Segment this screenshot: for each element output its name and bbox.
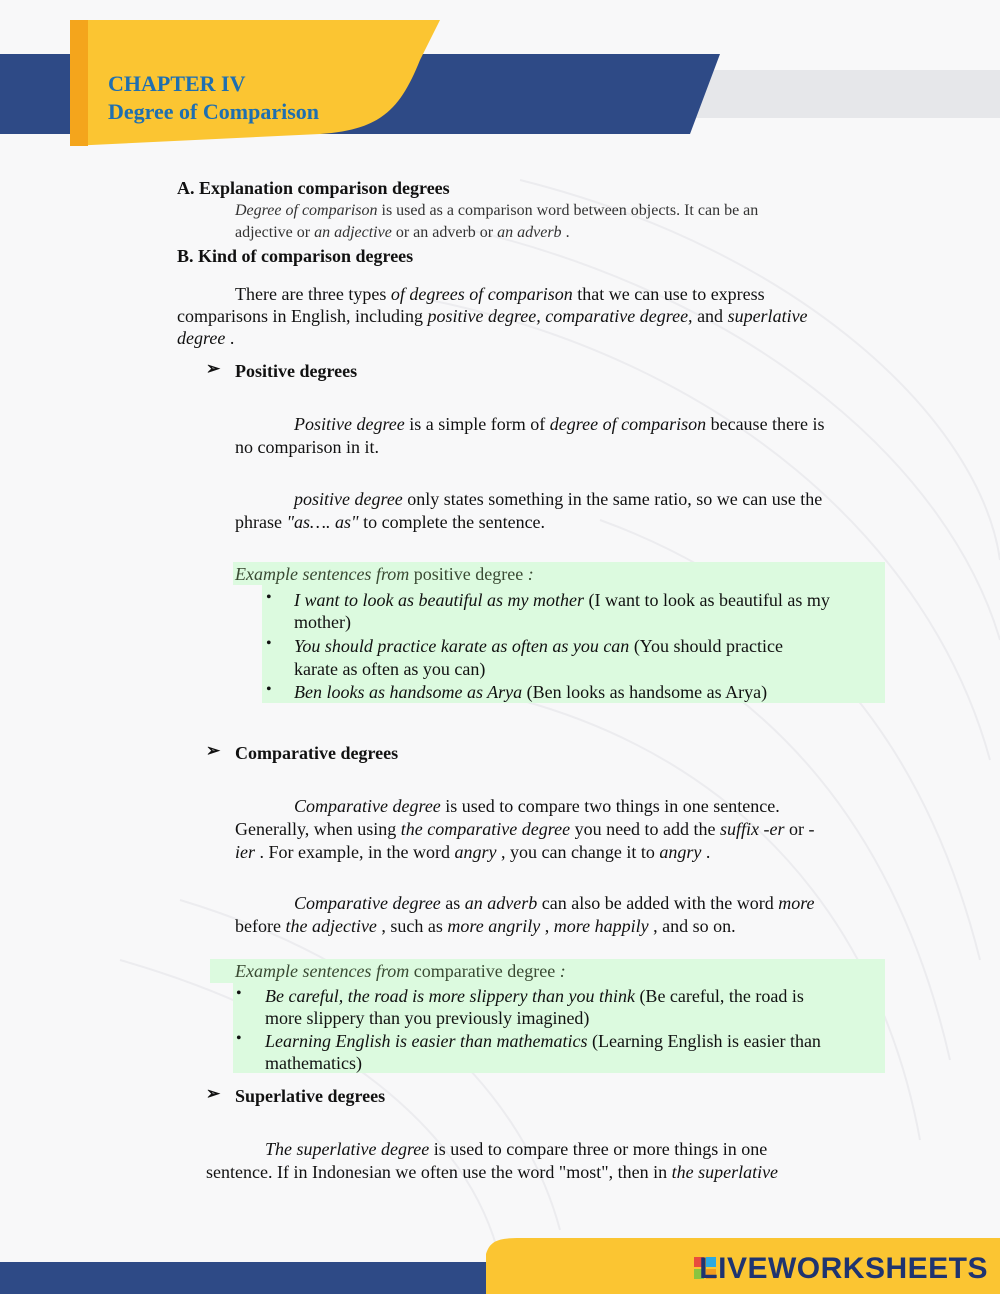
positive-example-label: Example sentences from positive degree :	[235, 564, 534, 584]
positive-example-2-line-2: karate as often as you can)	[294, 659, 486, 679]
positive-heading: Positive degrees	[235, 361, 358, 381]
bullet-dot-icon: •	[266, 635, 272, 652]
comparative-example-label: Example sentences from comparative degree :	[235, 961, 566, 981]
section-b-para-line-3: degree .	[177, 328, 235, 348]
comparative-heading: Comparative degrees	[235, 743, 399, 763]
comparative-para-1-line-1: Comparative degree is used to compare two things in one sentence.	[294, 796, 780, 816]
chapter-title: Degree of Comparison	[108, 99, 319, 124]
section-b-para-line-2: comparisons in English, including positive degree, comparative degree, and superlative	[177, 306, 808, 326]
comparative-para-1-line-3: ier . For example, in the word angry , you can change it to angry .	[235, 842, 711, 862]
bullet-dot-icon: •	[266, 681, 272, 698]
liveworksheets-logo[interactable]: LIVEWORKSHEETS	[699, 1252, 988, 1285]
section-a-line-2: adjective or an adjective or an adverb or an adverb .	[235, 224, 570, 241]
positive-para-1-line-1: Positive degree is a simple form of degree of comparison because there is	[294, 414, 825, 434]
positive-example-1-line-2: mother)	[294, 612, 351, 632]
superlative-para-line-1: The superlative degree is used to compare three or more things in one	[265, 1139, 768, 1159]
arrow-bullet-icon: ➢	[206, 1084, 221, 1103]
comparative-para-2-line-1: Comparative degree as an adverb can also be added with the word more	[294, 893, 815, 913]
comparative-example-1-line-2: more slippery than you previously imagined)	[265, 1008, 590, 1028]
comparative-para-2-line-2: before the adjective , such as more angrily , more happily , and so on.	[235, 916, 736, 936]
section-a-heading: A. Explanation comparison degrees	[177, 178, 450, 198]
chapter-heading	[108, 70, 319, 126]
positive-para-1-line-2: no comparison in it.	[235, 437, 379, 457]
section-b-heading: B. Kind of comparison degrees	[177, 246, 414, 266]
comparative-example-1-line-1: Be careful, the road is more slippery than you think (Be careful, the road is	[265, 986, 804, 1006]
bullet-dot-icon: •	[236, 985, 242, 1002]
positive-example-3: Ben looks as handsome as Arya (Ben looks as handsome as Arya)	[294, 682, 768, 702]
section-b-para-line-1: There are three types of degrees of comparison that we can use to express	[235, 284, 765, 304]
comparative-example-2-line-1: Learning English is easier than mathematics (Learning English is easier than	[265, 1031, 821, 1051]
superlative-para-line-2: sentence. If in Indonesian we often use the word "most", then in the superlative	[206, 1162, 779, 1182]
section-a-line-1: Degree of comparison is used as a comparison word between objects. It can be an	[235, 202, 759, 219]
bullet-dot-icon: •	[266, 589, 272, 606]
superlative-heading: Superlative degrees	[235, 1086, 386, 1106]
bullet-dot-icon: •	[236, 1030, 242, 1047]
arrow-bullet-icon: ➢	[206, 359, 221, 378]
comparative-para-1-line-2: Generally, when using the comparative degree you need to add the suffix -er or -	[235, 819, 815, 839]
positive-example-1-line-1: I want to look as beautiful as my mother (I want to look as beautiful as my	[294, 590, 830, 610]
positive-para-2-line-2: phrase "as…. as" to complete the sentence.	[235, 512, 546, 532]
arrow-bullet-icon: ➢	[206, 741, 221, 760]
chapter-number: CHAPTER IV	[108, 71, 246, 96]
comparative-example-2-line-2: mathematics)	[265, 1053, 362, 1073]
positive-para-2-line-1: positive degree only states something in the same ratio, so we can use the	[294, 489, 823, 509]
positive-example-2-line-1: You should practice karate as often as you can (You should practice	[294, 636, 783, 656]
